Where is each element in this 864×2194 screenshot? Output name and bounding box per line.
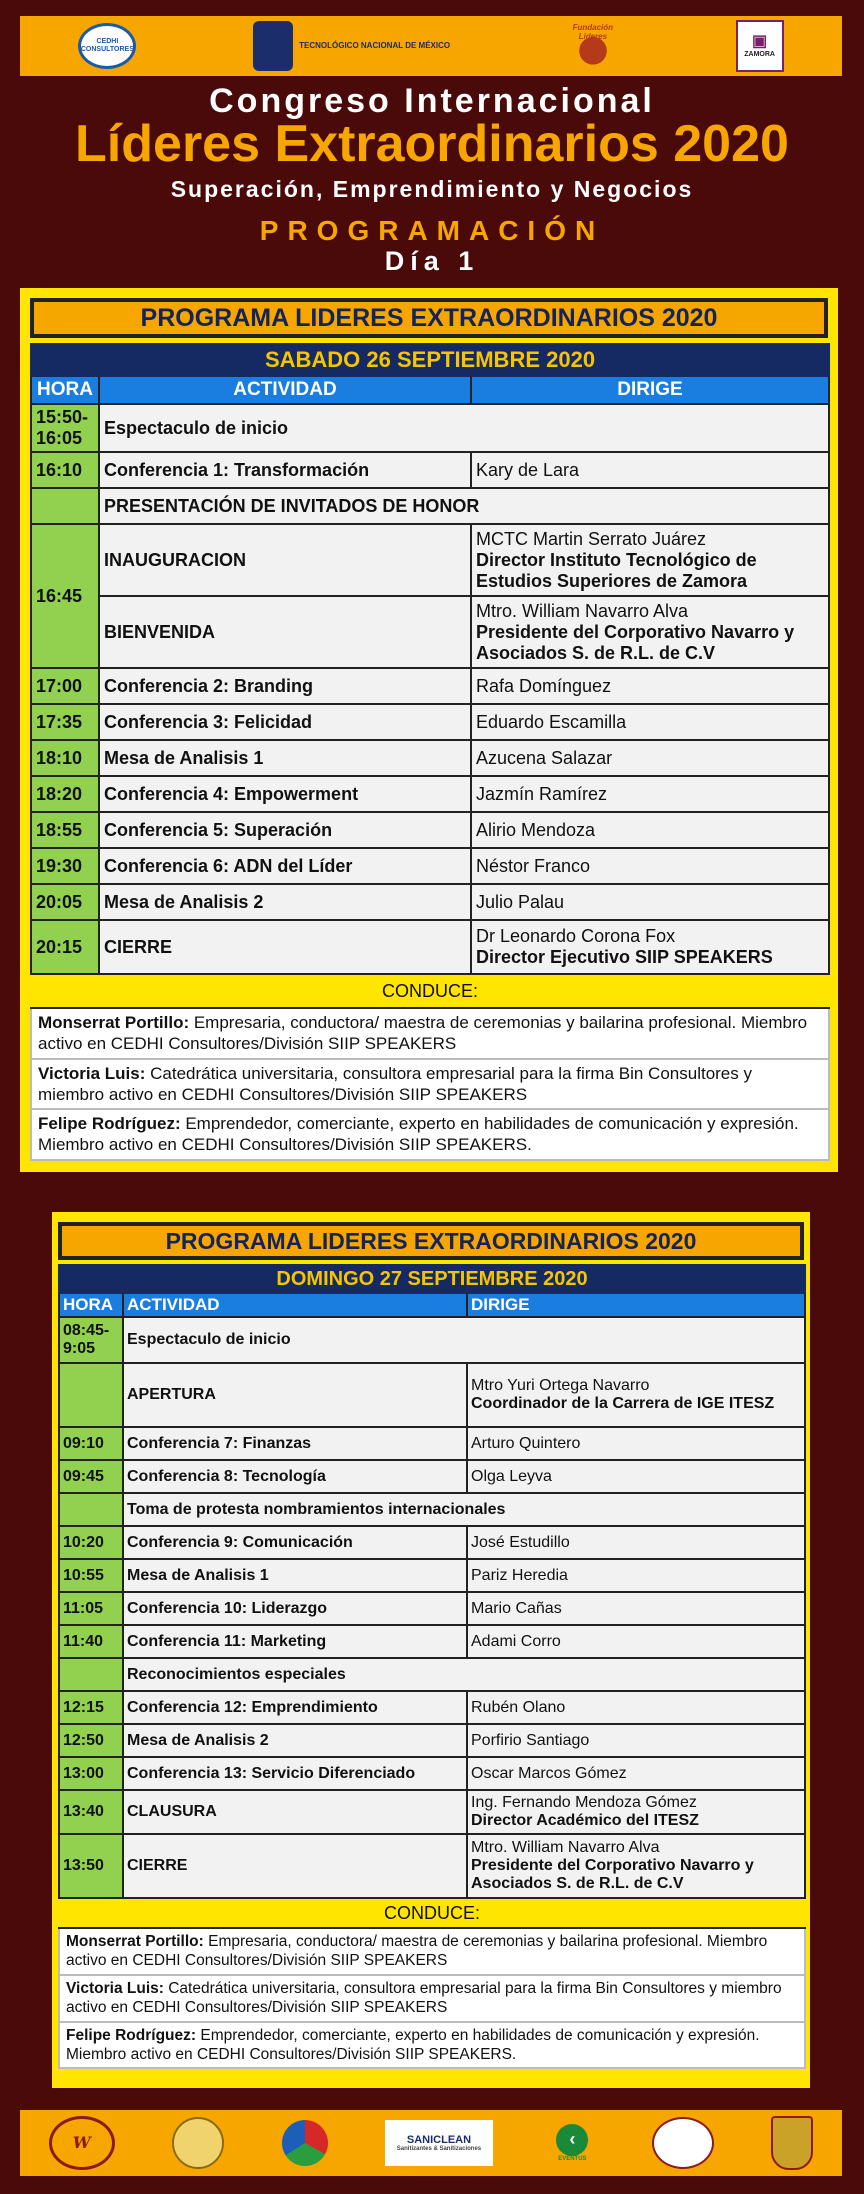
table-row: 18:10 Mesa de Analisis 1 Azucena Salazar (31, 740, 829, 776)
table-row: Toma de protesta nombramientos internacionales (59, 1493, 805, 1526)
shield-icon (771, 2116, 813, 2170)
day-date: SABADO 26 SEPTIEMBRE 2020 (31, 344, 829, 376)
conduce-label: CONDUCE: (59, 1898, 805, 1928)
table-row: 17:35 Conferencia 3: Felicidad Eduardo Escamilla (31, 704, 829, 740)
table-row: 13:50 CIERRE Mtro. William Navarro Alva Presidente del Corporativo Navarro y Asociados S. de R.L. de C.V (59, 1834, 805, 1898)
cedhi-logo: CEDHI CONSULTORES (78, 23, 136, 69)
fundacion-logo (567, 22, 619, 70)
table-row: 17:00 Conferencia 2: Branding Rafa Domínguez (31, 668, 829, 704)
table-row: 15:50-16:05 Espectaculo de inicio (31, 404, 829, 452)
host-entry: Felipe Rodríguez: Emprendedor, comerciante, experto en habilidades de comunicación y expresión. Miembro activo en CEDHI Consultores/División SIIP SPEAKERS. (59, 2022, 805, 2069)
programacion-label: PROGRAMACIÓN (259, 215, 605, 246)
tecnm-logo: TECNOLÓGICO NACIONAL DE MÉXICO (253, 21, 450, 71)
table-row: 12:50 Mesa de Analisis 2 Porfirio Santiago (59, 1724, 805, 1757)
table-row: 18:20 Conferencia 4: Empowerment Jazmín Ramírez (31, 776, 829, 812)
host-entry: Victoria Luis: Catedrática universitaria, consultora empresarial para la firma Bin Consultores y miembro activo en CEDHI Consultores/División SIIP SPEAKERS (59, 1975, 805, 2022)
table-row: 19:30 Conferencia 6: ADN del Líder Néstor Franco (31, 848, 829, 884)
host-entry: Monserrat Portillo: Empresaria, conductora/ maestra de ceremonias y bailarina profesional. Miembro activo en CEDHI Consultores/División SIIP SPEAKERS (59, 1928, 805, 1975)
book-icon: Fundación Lideres (567, 22, 619, 70)
table-row: 10:55 Mesa de Analisis 1 Pariz Heredia (59, 1559, 805, 1592)
table-row: 13:40 CLAUSURA Ing. Fernando Mendoza Gómez Director Académico del ITESZ (59, 1790, 805, 1834)
table-row: 20:05 Mesa de Analisis 2 Julio Palau (31, 884, 829, 920)
host-entry: Monserrat Portillo: Empresaria, conductora/ maestra de ceremonias y bailarina profesional. Miembro activo en CEDHI Consultores/División SIIP SPEAKERS (31, 1008, 829, 1059)
event-title: Líderes Extraordinarios 2020 (75, 115, 789, 173)
col-actividad: ACTIVIDAD (123, 1293, 467, 1317)
congress-title: Congreso Internacional (209, 82, 655, 120)
event-subtitle: Superación, Emprendimiento y Negocios (170, 176, 694, 202)
table-row: 10:20 Conferencia 9: Comunicación José Estudillo (59, 1526, 805, 1559)
table-row: 13:00 Conferencia 13: Servicio Diferenciado Oscar Marcos Gómez (59, 1757, 805, 1790)
program-title: PROGRAMA LIDERES EXTRAORDINARIOS 2020 (58, 1222, 804, 1260)
arrow-icon: ‹ (556, 2124, 588, 2156)
top-logo-strip (20, 16, 842, 76)
saniclean-logo: SANICLEAN Sanitizantes & Sanitizaciones (385, 2120, 493, 2166)
table-row: 16:45 INAUGURACION MCTC Martin Serrato Juárez Director Instituto Tecnológico de Estudios Superiores de Zamora (31, 524, 829, 596)
conduce-label: CONDUCE: (31, 974, 829, 1008)
table-row: 09:10 Conferencia 7: Finanzas Arturo Quintero (59, 1427, 805, 1460)
table-row: 12:15 Conferencia 12: Emprendimiento Rubén Olano (59, 1691, 805, 1724)
seal-logo (172, 2117, 224, 2169)
program-day2 (52, 1212, 810, 2088)
table-row: 11:40 Conferencia 11: Marketing Adami Corro (59, 1625, 805, 1658)
sponsor-logo-strip (20, 2110, 842, 2176)
table-row: APERTURA Mtro Yuri Ortega Navarro Coordinador de la Carrera de IGE ITESZ (59, 1363, 805, 1427)
col-actividad: ACTIVIDAD (99, 376, 471, 404)
col-hora: HORA (31, 376, 99, 404)
crest-logo (652, 2117, 714, 2169)
zamora-logo: ▣ ZAMORA (736, 20, 784, 72)
host-entry: Felipe Rodríguez: Emprendedor, comerciante, experto en habilidades de comunicación y expresión. Miembro activo en CEDHI Consultores/División SIIP SPEAKERS. (31, 1109, 829, 1160)
table-row: BIENVENIDA Mtro. William Navarro Alva Presidente del Corporativo Navarro y Asociados S. de R.L. de C.V (31, 596, 829, 668)
schedule-table-day2 (58, 1264, 806, 2069)
table-row: 18:55 Conferencia 5: Superación Alirio Mendoza (31, 812, 829, 848)
day-date: DOMINGO 27 SEPTIEMBRE 2020 (59, 1265, 805, 1293)
col-dirige: DIRIGE (467, 1293, 805, 1317)
col-dirige: DIRIGE (471, 376, 829, 404)
shield-logo (771, 2116, 813, 2170)
program-day1 (20, 288, 838, 1172)
table-row: 11:05 Conferencia 10: Liderazgo Mario Cañas (59, 1592, 805, 1625)
host-entry: Victoria Luis: Catedrática universitaria, consultora empresarial para la firma Bin Consultores y miembro activo en CEDHI Consultores/División SIIP SPEAKERS (31, 1059, 829, 1110)
eventus-logo: ‹ EVENTUS (550, 2119, 594, 2167)
col-hora: HORA (59, 1293, 123, 1317)
gear-icon (253, 21, 293, 71)
table-row: 16:10 Conferencia 1: Transformación Kary de Lara (31, 452, 829, 488)
table-row: Reconocimientos especiales (59, 1658, 805, 1691)
table-row: 08:45-9:05 Espectaculo de inicio (59, 1317, 805, 1363)
monogram-logo: W (49, 2116, 115, 2170)
day-label: Día 1 (384, 246, 480, 276)
table-row: PRESENTACIÓN DE INVITADOS DE HONOR (31, 488, 829, 524)
program-title: PROGRAMA LIDERES EXTRAORDINARIOS 2020 (30, 298, 828, 338)
table-row: 20:15 CIERRE Dr Leonardo Corona Fox Director Ejecutivo SIIP SPEAKERS (31, 920, 829, 974)
tricolor-logo (282, 2120, 328, 2166)
schedule-table-day1 (30, 343, 830, 1161)
table-row: 09:45 Conferencia 8: Tecnología Olga Leyva (59, 1460, 805, 1493)
